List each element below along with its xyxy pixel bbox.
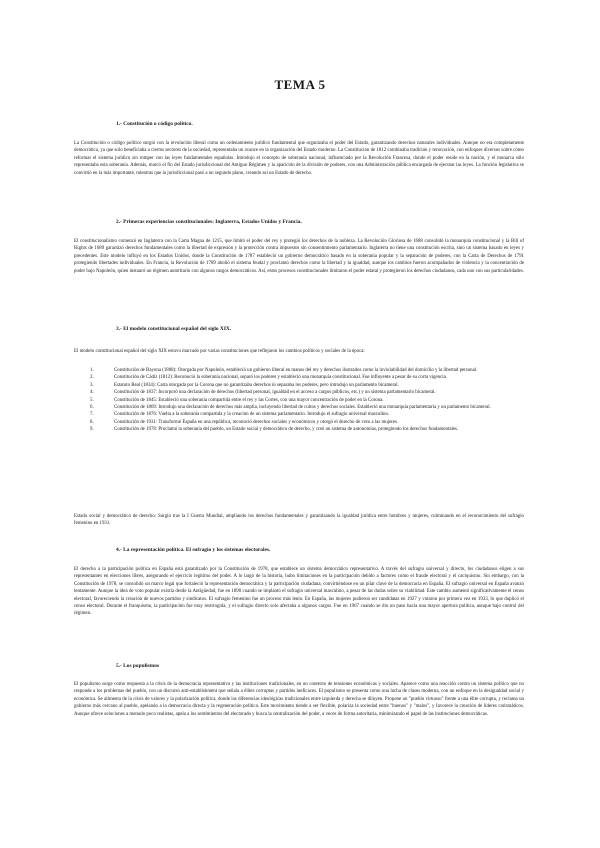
list-item (90, 367, 522, 374)
list-number: 7. (90, 412, 94, 418)
section-5-paragraph: El populismo surge como respuesta a la crisis de la democracia representativa y las instituciones tradicionales, en un contexto de tensiones económicas y sociales. Aparece como una reacción contra un sistema político que no responde a los problemas del pueblo, con un discurso anti-establishment que señala a élites corruptas y partidos ineficaces. El populismo se presenta como una lucha de clases moderna, con un enfoque en la desigualdad social y económica. Se alimenta de la crisis de valores y la polarización política, donde las diferencias ideológicas tradicionales entre izquierda y derecha se diluyen. Propone un "pueblo virtuoso" frente a una élite corrupta, y reclama un gobierno más cercano al pueblo, apelando a la democracia directa y la regeneración política. Este movimiento tiende a ser flexible, polariza la sociedad entre "buenos" y "malos", y favorece la creación de líderes carismáticos. Aunque ofrece soluciones a menudo poco realistas, apela a los sentimientos del electorado y busca la centralización del poder, a veces de forma autoritaria, minimizando el papel de las instituciones democráticas. (74, 682, 524, 717)
list-number: 5. (90, 397, 94, 403)
section-3-heading: 3.- El modelo constitucional español del siglo XIX. (116, 326, 232, 332)
list-text: Constitución de Cádiz (1812): Reconoció la soberanía nacional, separó los poderes y estableció una monarquía constitucional. Fue influyente a pesar de su corta vigencia. (114, 375, 448, 381)
list-text: Constitución de 1837: Incorporó una declaración de derechos (libertad personal, igualdad en el acceso a cargos públicos, etc.) y un sistema parlamentario bicameral. (114, 390, 436, 396)
section-2-paragraph: El constitucionalismo comenzó en Inglaterra con la Carta Magna de 1215, que limitó el poder del rey y protegió los derechos de la nobleza. La Revolución Gloriosa de 1688 consolidó la monarquía constitucional y la Bill of Rights de 1689 garantizó derechos fundamentales como la libertad de expresión y la protección contra impuestos sin consentimiento parlamentario. Inglaterra no tiene una constitución escrita, sino un sistema basado en leyes y precedentes. Este modelo influyó en los Estados Unidos, donde la Constitución de 1787 estableció un gobierno democrático basado en la soberanía popular y la separación de poderes, con la Carta de Derechos de 1791 protegiendo libertades individuales. En Francia, la Revolución de 1789 abolió el sistema feudal y proclamó derechos como la libertad y la igualdad, aunque los cambios fueron acompañados de violencia y la concentración de poder bajo Napoleón, quien instauró un régimen autoritario con algunos rasgos democráticos. Así, estos procesos constitucionales limitaron el poder estatal y protegieron los derechos ciudadanos, cada uno con sus particularidades. (74, 239, 524, 274)
list-number: 9. (90, 427, 94, 433)
list-text: Constitución de Bayona (1808): Otorgada por Napoleón, estableció un gobierno liberal en manos del rey y derechos ilustrados como la inviolabilidad del domicilio y la libertad personal. (114, 368, 478, 373)
list-item (90, 374, 522, 381)
list-text: Constitución de 1869: Introdujo una declaración de derechos más amplia, incluyendo libertad de cultos y derechos sociales. Estableció una monarquía parlamentaria y un parlamento bicameral. (114, 405, 491, 411)
section-4-heading: 4.- La representación política. El sufragio y los sistemas electorales. (116, 547, 271, 553)
list-item (90, 397, 522, 404)
list-text: Constitución de 1876: Vuelta a la soberanía compartida y la creación de un sistema parlamentario. Introdujo el sufragio universal masculino. (114, 412, 390, 418)
list-text: Constitución de 1845: Estableció una soberanía compartida entre el rey y las Cortes, con una mayor concentración de poder en la Corona. (114, 397, 384, 403)
list-text: Constitución de 1931: Transformó España en una república, reconoció derechos sociales y económicos y otorgó el derecho de voto a las mujeres. (114, 419, 399, 425)
list-text: Estatuto Real (1834): Carta otorgada por la Corona que no garantizaba derechos ni separaba los poderes, pero introdujo un parlamento bicameral. (114, 382, 399, 388)
list-number: 6. (90, 405, 94, 411)
section-2-heading: 2.- Primeras experiencias constitucionales: Inglaterra, Estados Unidos y Francia. (116, 219, 302, 225)
section-1-paragraph: La Constitución o código político surgió con la revolución liberal como un ordenamiento jurídico fundamental que organizaba el poder del Estado, garantizando derechos naturales individuales. Aunque no era completamente democrática, ya que solo beneficiaba a ciertos sectores de la sociedad, representaba un avance en la organización del Estado moderno. La Constitución de 1812 combinaba tradición y renovación, con enfoques diversos sobre cómo reformar el sistema jurídico sin romper con las leyes fundamentales españolas. Introdujo el concepto de soberanía nacional, influenciado por la Revolución Francesa, donde el poder reside en la nación, y el monarca sólo representaba esta soberanía. Además, marcó el fin del Estado jurisdiccional del Antiguo Régimen y la aparición de la división de poderes, con una Administración pública encargada de ejecutar las leyes. La función legislativa se convirtió en la más importante, mientras que la jurisdiccional pasó a un segundo plano, creando así un Estado de derecho. (74, 141, 524, 176)
list-text: Constitución de 1978: Proclamó la soberanía del pueblo, un Estado social y democrático de derecho, y creó un sistema de autonomías, protegiendo los derechos fundamentales. (114, 427, 459, 433)
section-3-closing: Estado social y democrático de derecho: Surgió tras la I Guerra Mundial, ampliando los derechos fundamentales y garantizando la igualdad jurídica entre hombres y mujeres, culminando en el reconocimiento del sufragio femenino en 1931. (74, 514, 524, 527)
list-number: 8. (90, 419, 94, 425)
list-number: 1. (90, 368, 94, 373)
list-item (90, 389, 522, 396)
list-item (90, 419, 522, 426)
list-item (90, 426, 522, 433)
section-4-paragraph: El derecho a la participación política en España está garantizado por la Constitución de 1978, que establece un sistema democrático representativo. A través del sufragio universal y directo, los ciudadanos eligen a sus representantes en elecciones libres, asegurando el ejercicio legítimo del poder. A lo largo de la historia, hubo limitaciones en la participación debido a factores como el fraude electoral y el caciquismo. Sin embargo, con la Constitución de 1978, se consolidó un marco legal que fortaleció la representación democrática y la participación ciudadana, convirtiéndose en un pilar clave de la democracia en España. El sufragio universal en España avanzó lentamente. Aunque la idea de voto popular existía desde la Antigüedad, fue en 1890 cuando se implantó el sufragio universal masculino, a pesar de las dudas sobre su viabilidad. Este cambio aumentó significativamente el censo electoral, favoreciendo la creación de nuevos partidos y sindicatos. El sufragio femenino fue un proceso más lento. En España, las mujeres pudieron ser candidatas en 1927 y votaron por primera vez en 1933, lo que duplicó el censo electoral. Durante el franquismo, la participación fue muy restringida, y el sufragio directo solo afectaba a algunos cargos. Fue en 1967 cuando se dio un paso hacia una mayor apertura política, aunque bajo control del régimen. (74, 567, 524, 617)
section-3-intro: El modelo constitucional español del siglo XIX estuvo marcado por varias constituciones que reflejaron los cambios políticos y sociales de la época: (74, 349, 365, 354)
list-number: 4. (90, 390, 94, 396)
section-1-heading: 1.- Constitución o código político. (116, 121, 193, 127)
page-title: TEMA 5 (274, 77, 326, 92)
list-number: 3. (90, 382, 94, 388)
list-item (90, 404, 522, 411)
list-item (90, 382, 522, 389)
list-number: 2. (90, 375, 94, 381)
list-item (90, 411, 522, 418)
section-5-heading: 5.- Los populismos (116, 663, 159, 669)
constitutions-list (90, 367, 522, 434)
